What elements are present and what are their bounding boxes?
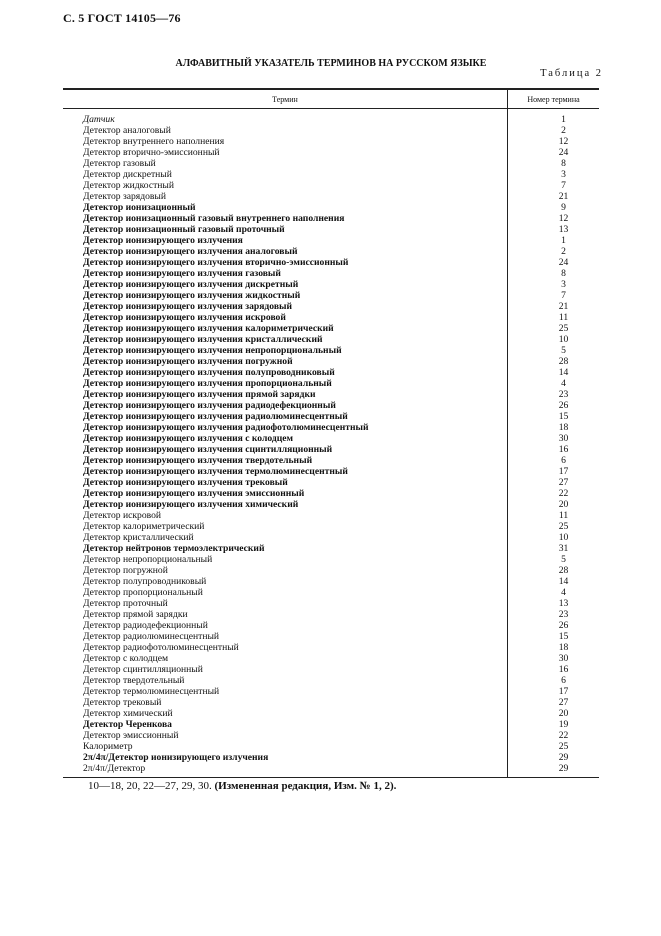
term-cell: Детектор вторично-эмиссионный xyxy=(83,147,220,158)
term-number-cell: 1 xyxy=(561,235,566,246)
term-cell: 2π/4π/Детектор ионизирующего излучения xyxy=(83,752,269,763)
table-row xyxy=(63,136,599,147)
table-row xyxy=(63,741,599,752)
term-cell: Детектор ионизирующего излучения xyxy=(83,235,243,246)
table-row xyxy=(63,675,599,686)
term-number-cell: 6 xyxy=(561,455,566,466)
table-row xyxy=(63,389,599,400)
table-row xyxy=(63,565,599,576)
table-row xyxy=(63,235,599,246)
table-row xyxy=(63,598,599,609)
term-number-cell: 8 xyxy=(561,268,566,279)
term-cell: Детектор ионизирующего излучения дискретный xyxy=(83,279,299,290)
table-row xyxy=(63,576,599,587)
term-number-cell: 13 xyxy=(558,598,569,609)
term-cell: Детектор ионизирующего излучения с колодцем xyxy=(83,433,294,444)
term-cell: Детектор сцинтилляционный xyxy=(83,664,203,675)
column-header-number: Номер термина xyxy=(527,94,580,104)
term-number-cell: 5 xyxy=(561,345,566,356)
column-header-term: Термин xyxy=(63,90,508,108)
table-row xyxy=(63,521,599,532)
term-cell: Детектор ионизирующего излучения непропорциональный xyxy=(83,345,342,356)
term-number-cell: 9 xyxy=(561,202,566,213)
term-cell: Детектор погружной xyxy=(83,565,168,576)
term-number-cell: 26 xyxy=(558,400,569,411)
term-cell: Детектор проточный xyxy=(83,598,168,609)
term-cell: Детектор ионизирующего излучения погружной xyxy=(83,356,293,367)
term-cell: Детектор ионизирующего излучения эмиссионный xyxy=(83,488,305,499)
term-cell: Датчик xyxy=(83,114,115,125)
term-number-cell: 18 xyxy=(558,642,569,653)
table-row xyxy=(63,642,599,653)
term-number-cell: 18 xyxy=(558,422,569,433)
term-number-cell: 6 xyxy=(561,675,566,686)
table-row xyxy=(63,169,599,180)
table-row xyxy=(63,422,599,433)
term-number-cell: 10 xyxy=(558,532,569,543)
term-number-cell: 2 xyxy=(561,125,566,136)
term-cell: Детектор ионизирующего излучения радиодефекционный xyxy=(83,400,336,411)
term-cell: Детектор внутреннего наполнения xyxy=(83,136,225,147)
table-row xyxy=(63,367,599,378)
table-row xyxy=(63,290,599,301)
table-row xyxy=(63,191,599,202)
table-row xyxy=(63,345,599,356)
term-number-cell: 20 xyxy=(558,499,569,510)
table-row xyxy=(63,444,599,455)
term-number-cell: 7 xyxy=(561,180,566,191)
term-cell: Детектор жидкостный xyxy=(83,180,174,191)
term-number-cell: 23 xyxy=(558,389,569,400)
term-cell: Детектор ионизирующего излучения твердотельный xyxy=(83,455,313,466)
term-cell: Детектор кристаллический xyxy=(83,532,194,543)
term-cell: Детектор радиолюминесцентный xyxy=(83,631,220,642)
term-cell: Детектор ионизирующего излучения вторично-эмиссионный xyxy=(83,257,349,268)
term-cell: Детектор ионизирующего излучения прямой зарядки xyxy=(83,389,316,400)
term-number-cell: 25 xyxy=(558,521,569,532)
term-number-cell: 11 xyxy=(558,510,569,521)
term-number-cell: 27 xyxy=(558,697,569,708)
term-cell: Детектор пропорциональный xyxy=(83,587,203,598)
table-row xyxy=(63,708,599,719)
term-cell: Детектор ионизирующего излучения калориметрический xyxy=(83,323,334,334)
table-row xyxy=(63,455,599,466)
term-cell: Детектор прямой зарядки xyxy=(83,609,188,620)
table-header xyxy=(63,88,599,109)
term-cell: Детектор газовый xyxy=(83,158,156,169)
term-cell: Детектор непропорциональный xyxy=(83,554,213,565)
term-number-cell: 21 xyxy=(558,191,569,202)
term-number-cell: 3 xyxy=(561,169,566,180)
term-number-cell: 29 xyxy=(558,763,569,774)
term-number-cell: 11 xyxy=(558,312,569,323)
term-number-cell: 8 xyxy=(561,158,566,169)
table-row xyxy=(63,224,599,235)
term-number-cell: 22 xyxy=(558,730,569,741)
term-number-cell: 26 xyxy=(558,620,569,631)
term-cell: Детектор искровой xyxy=(83,510,162,521)
term-cell: Детектор ионизирующего излучения искровой xyxy=(83,312,286,323)
term-cell: Детектор ионизационный xyxy=(83,202,196,213)
footnote-amendment: (Измененная редакция, Изм. № 1, 2). xyxy=(214,780,397,792)
table-row xyxy=(63,268,599,279)
term-cell: Детектор ионизирующего излучения газовый xyxy=(83,268,281,279)
table-row xyxy=(63,609,599,620)
term-cell: Детектор ионизирующего излучения пропорциональный xyxy=(83,378,332,389)
term-cell: Детектор ионизирующего излучения радиофотолюминесцентный xyxy=(83,422,369,433)
page-title: АЛФАВИТНЫЙ УКАЗАТЕЛЬ ТЕРМИНОВ НА РУССКОМ ЯЗЫКЕ xyxy=(175,58,487,69)
term-cell: Детектор радиодефекционный xyxy=(83,620,208,631)
term-cell: Детектор дискретный xyxy=(83,169,172,180)
table-row xyxy=(63,378,599,389)
table-row xyxy=(63,477,599,488)
table-row xyxy=(63,752,599,763)
table-row xyxy=(63,543,599,554)
table-row xyxy=(63,213,599,224)
table-row xyxy=(63,653,599,664)
term-number-cell: 23 xyxy=(558,609,569,620)
term-cell: Детектор ионизирующего излучения термолюминесцентный xyxy=(83,466,348,477)
term-number-cell: 4 xyxy=(561,587,566,598)
term-number-cell: 12 xyxy=(558,213,569,224)
term-cell: Детектор зарядовый xyxy=(83,191,167,202)
term-number-cell: 5 xyxy=(561,554,566,565)
table-row xyxy=(63,510,599,521)
term-cell: Детектор ионизирующего излучения трековый xyxy=(83,477,288,488)
term-number-cell: 13 xyxy=(558,224,569,235)
term-number-cell: 31 xyxy=(558,543,569,554)
table-body xyxy=(63,109,599,778)
table-row xyxy=(63,466,599,477)
table-row xyxy=(63,697,599,708)
table-row xyxy=(63,631,599,642)
table-row xyxy=(63,246,599,257)
term-cell: Детектор ионизационный газовый проточный xyxy=(83,224,285,235)
term-number-cell: 12 xyxy=(558,136,569,147)
table-row xyxy=(63,202,599,213)
table-row xyxy=(63,554,599,565)
footnote-text: 10—18, 20, 22—27, 29, 30. xyxy=(88,780,212,792)
term-number-cell: 15 xyxy=(558,411,569,422)
table-label: Таблица 2 xyxy=(540,68,603,79)
table-row xyxy=(63,400,599,411)
table-row xyxy=(63,763,599,774)
table-row xyxy=(63,686,599,697)
term-cell: Детектор ионизирующего излучения полупроводниковый xyxy=(83,367,335,378)
term-cell: Детектор химический xyxy=(83,708,173,719)
table-row xyxy=(63,125,599,136)
table-row xyxy=(63,730,599,741)
table-row xyxy=(63,664,599,675)
page-header: С. 5 ГОСТ 14105—76 xyxy=(63,11,181,25)
term-number-cell: 20 xyxy=(558,708,569,719)
term-number-cell: 22 xyxy=(558,488,569,499)
term-cell: 2π/4π/Детектор xyxy=(83,763,146,774)
term-number-cell: 1 xyxy=(561,114,566,125)
term-cell: Детектор с колодцем xyxy=(83,653,169,664)
term-cell: Детектор аналоговый xyxy=(83,125,171,136)
term-cell: Детектор ионизирующего излучения химический xyxy=(83,499,299,510)
term-cell: Детектор Черенкова xyxy=(83,719,172,730)
term-cell: Детектор ионизирующего излучения зарядовый xyxy=(83,301,293,312)
term-cell: Детектор эмиссионный xyxy=(83,730,179,741)
table-row xyxy=(63,312,599,323)
term-cell: Детектор термолюминесцентный xyxy=(83,686,220,697)
table-row xyxy=(63,620,599,631)
table-row xyxy=(63,587,599,598)
table-row xyxy=(63,147,599,158)
table-row xyxy=(63,114,599,125)
term-number-cell: 24 xyxy=(558,147,569,158)
term-number-cell: 15 xyxy=(558,631,569,642)
table-row xyxy=(63,433,599,444)
term-number-cell: 30 xyxy=(558,653,569,664)
term-number-cell: 24 xyxy=(558,257,569,268)
term-cell: Детектор ионизирующего излучения радиолюминесцентный xyxy=(83,411,348,422)
table-row xyxy=(63,356,599,367)
term-cell: Детектор радиофотолюминесцентный xyxy=(83,642,239,653)
footnote xyxy=(88,780,396,792)
term-cell: Детектор твердотельный xyxy=(83,675,185,686)
term-cell: Детектор трековый xyxy=(83,697,162,708)
term-cell: Детектор ионизирующего излучения сцинтилляционный xyxy=(83,444,333,455)
term-cell: Детектор ионизирующего излучения жидкостный xyxy=(83,290,301,301)
term-number-cell: 29 xyxy=(558,752,569,763)
table-row xyxy=(63,411,599,422)
term-cell: Детектор полупроводниковый xyxy=(83,576,207,587)
term-number-cell: 14 xyxy=(558,576,569,587)
terms-table xyxy=(63,88,599,778)
term-number-cell: 16 xyxy=(558,444,569,455)
table-rows xyxy=(63,109,599,778)
term-number-cell: 17 xyxy=(558,686,569,697)
table-row xyxy=(63,488,599,499)
term-number-cell: 27 xyxy=(558,477,569,488)
term-number-cell: 4 xyxy=(561,378,566,389)
term-cell: Детектор ионизирующего излучения кристаллический xyxy=(83,334,323,345)
term-cell: Детектор ионизационный газовый внутреннего наполнения xyxy=(83,213,345,224)
term-number-cell: 2 xyxy=(561,246,566,257)
term-number-cell: 17 xyxy=(558,466,569,477)
table-row xyxy=(63,180,599,191)
table-row xyxy=(63,301,599,312)
term-cell: Детектор ионизирующего излучения аналоговый xyxy=(83,246,298,257)
term-cell: Детектор нейтронов термоэлектрический xyxy=(83,543,265,554)
term-number-cell: 16 xyxy=(558,664,569,675)
term-number-cell: 28 xyxy=(558,356,569,367)
term-number-cell: 10 xyxy=(558,334,569,345)
term-number-cell: 25 xyxy=(558,741,569,752)
table-row xyxy=(63,719,599,730)
term-number-cell: 7 xyxy=(561,290,566,301)
table-row xyxy=(63,334,599,345)
term-number-cell: 14 xyxy=(558,367,569,378)
term-number-cell: 30 xyxy=(558,433,569,444)
term-cell: Детектор калориметрический xyxy=(83,521,205,532)
table-row xyxy=(63,499,599,510)
table-row xyxy=(63,323,599,334)
term-number-cell: 25 xyxy=(558,323,569,334)
table-row xyxy=(63,257,599,268)
term-number-cell: 3 xyxy=(561,279,566,290)
table-row xyxy=(63,279,599,290)
table-row xyxy=(63,158,599,169)
table-row xyxy=(63,532,599,543)
term-number-cell: 19 xyxy=(558,719,569,730)
term-cell: Калориметр xyxy=(83,741,133,752)
term-number-cell: 21 xyxy=(558,301,569,312)
term-number-cell: 28 xyxy=(558,565,569,576)
